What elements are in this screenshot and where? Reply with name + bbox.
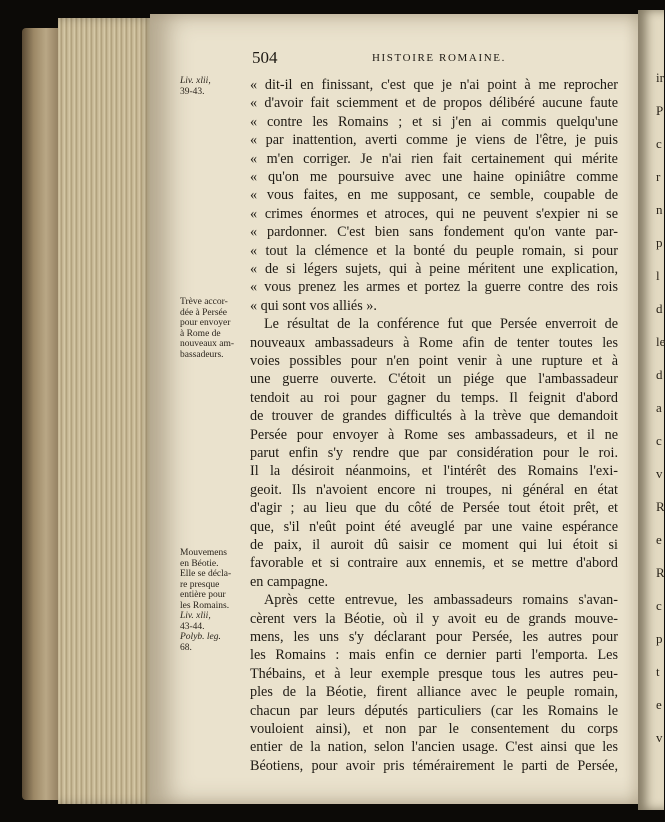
facing-page-fragment: d bbox=[656, 301, 663, 316]
text-line: Thébains, et à leur exemple presque tous les autres peu- bbox=[250, 665, 618, 682]
facing-page-fragment: t bbox=[656, 664, 660, 679]
text-line: « qu'on me poursuive avec une haine opiniâtre comme bbox=[250, 169, 618, 185]
facing-page bbox=[638, 10, 664, 810]
facing-page-fragment: p bbox=[656, 235, 663, 250]
margin-note-line: bassadeurs. bbox=[180, 349, 224, 360]
facing-page-fragment: r bbox=[656, 169, 661, 184]
text-line: « qui sont vos alliés ». bbox=[250, 297, 377, 314]
text-line: « dit-il en finissant, c'est que je n'ai point à me reprocher bbox=[250, 77, 618, 93]
margin-note-line: pour envoyer bbox=[180, 318, 231, 328]
text-line: vouloient ainsi), et non par le consentement du corps bbox=[250, 721, 618, 737]
text-line: « m'en corriger. Je n'ai rien fait certainement qui mérite bbox=[250, 150, 618, 167]
text-line: « pardonner. C'est bien sans fondement qu'on vante par- bbox=[250, 224, 618, 241]
text-line: chacun par leurs députés particuliers (car les Romains le bbox=[250, 702, 618, 719]
text-line: de paix, il auroit dû saisir ce moment qui lui étoit si bbox=[250, 537, 618, 553]
facing-page-fragment: v bbox=[656, 466, 663, 481]
text-line: ples de la Béotie, firent alliance avec le peuple romain, bbox=[250, 684, 618, 701]
facing-page-fragment: l bbox=[656, 268, 660, 283]
text-line: « contre les Romains ; et si j'en ai commis quelqu'une bbox=[250, 113, 618, 130]
facing-page-fragment: n bbox=[656, 202, 663, 217]
facing-page-fragment: c bbox=[656, 598, 662, 613]
margin-note-line: 43-44. bbox=[180, 621, 205, 632]
margin-note-line: entière pour bbox=[180, 590, 226, 600]
margin-note bbox=[180, 548, 252, 653]
facing-page-fragment: R bbox=[656, 499, 665, 514]
facing-page-fragment: c bbox=[656, 136, 662, 151]
margin-note-line: Mouvemens bbox=[180, 548, 227, 558]
margin-note bbox=[180, 76, 252, 97]
text-line: parut enfin s'y rendre que par considération pour le roi. bbox=[250, 445, 618, 461]
text-line: « crimes énormes et atroces, qui ne peuvent s'expier ni se bbox=[250, 205, 618, 222]
text-line: une guerre ouverte. C'étoit un piége que l'ambassadeur bbox=[250, 371, 618, 388]
text-line: Il la désiroit néanmoins, et l'intérêt des Romains l'exi- bbox=[250, 463, 618, 480]
margin-note-line: 68. bbox=[180, 642, 192, 653]
margin-note-line: à Rome de bbox=[180, 328, 221, 339]
text-line: tendoit au roi pour gagner du temps. Il feignit d'abord bbox=[250, 389, 618, 406]
text-line: geoit. Ils n'avoient encore ni troupes, ni général en état bbox=[250, 481, 618, 498]
book-spine bbox=[22, 28, 62, 800]
page-number: 504 bbox=[252, 48, 278, 67]
facing-page-fragment: v bbox=[656, 730, 663, 745]
text-line: cèrent vers la Béotie, où il y avoit eu de grands mouve- bbox=[250, 610, 618, 627]
facing-page-fragment: P bbox=[656, 103, 664, 118]
facing-page-fragment: R bbox=[656, 565, 665, 580]
text-line: Béotiens, pour avoir pris témérairement le parti de Persée, bbox=[250, 757, 618, 774]
text-line: Le résultat de la conférence fut que Persée enverroit de bbox=[264, 316, 618, 333]
text-line: « vous prenez les armes et portez la guerre contre des rois bbox=[250, 279, 618, 296]
facing-page-fragment: ir bbox=[656, 70, 664, 85]
margin-note-line: Elle se décla- bbox=[180, 569, 232, 579]
facing-page-fragment: e bbox=[656, 697, 662, 712]
text-line: « d'avoir fait sciemment et de propos délibéré aucune faute bbox=[250, 95, 618, 112]
margin-note bbox=[180, 297, 252, 360]
running-title: HISTOIRE ROMAINE. bbox=[372, 52, 506, 64]
text-line: que, s'il n'eût point été aveuglé par une vaine espérance bbox=[250, 518, 618, 535]
text-line: « de si légers sujets, qui à peine méritent une explication, bbox=[250, 261, 618, 277]
text-line: de trouver de grandes difficultés à la trève que demandoit bbox=[250, 408, 618, 425]
text-line: mens, les uns s'y déclarant pour Persée, les autres pour bbox=[250, 629, 618, 645]
facing-page-fragment: a bbox=[656, 400, 662, 415]
text-line: les Romains : mais enfin ce dernier parti l'emporta. Les bbox=[250, 647, 618, 664]
margin-note-line: 39-43. bbox=[180, 86, 205, 97]
facing-page-fragment: le bbox=[656, 334, 665, 349]
facing-page-fragment: d bbox=[656, 367, 663, 382]
text-line: favorable et si contraire aux ennemis, et se mettre d'abord bbox=[250, 555, 618, 572]
text-line: Après cette entrevue, les ambassadeurs romains s'avan- bbox=[264, 592, 618, 609]
text-line: « par inattention, averti comme je viens de l'être, je puis bbox=[250, 132, 618, 149]
page-header bbox=[252, 48, 614, 68]
margin-note-line: nouveaux am- bbox=[180, 339, 235, 349]
margin-note-line: Polyb. leg. bbox=[180, 632, 221, 642]
book-page bbox=[150, 14, 638, 804]
text-line: Persée pour envoyer à Rome ses ambassadeurs, et il ne bbox=[250, 426, 618, 443]
margin-note-line: les Romains. bbox=[180, 600, 230, 611]
margin-note-line: re presque bbox=[180, 579, 220, 590]
text-line: nouveaux ambassadeurs à Rome afin de tenter toutes les bbox=[250, 334, 618, 351]
facing-page-fragment: c bbox=[656, 433, 662, 448]
facing-page-fragment: p bbox=[656, 631, 663, 646]
margin-note-line: dée à Persée bbox=[180, 307, 227, 318]
text-line: voies possibles pour n'en point venir à une rupture et à bbox=[250, 353, 618, 369]
page-edges bbox=[58, 18, 154, 804]
margin-note-line: en Béotie. bbox=[180, 558, 219, 569]
facing-page-fragment: e bbox=[656, 532, 662, 547]
text-line: « tout la clémence et la bonté du peuple romain, si pour bbox=[250, 242, 618, 259]
text-line: en campagne. bbox=[250, 573, 328, 590]
margin-note-line: Trève accor- bbox=[180, 297, 228, 307]
text-line: entier de la nation, selon l'ancien usage. C'est ainsi que les bbox=[250, 739, 618, 756]
text-line: « vous faites, en me supposant, ce semble, coupable de bbox=[250, 187, 618, 204]
margin-note-line: Liv. xlii, bbox=[180, 76, 211, 86]
margin-note-line: Liv. xlii, bbox=[180, 611, 211, 621]
text-line: d'agir ; au lieu que du côté de Persée tout étoit prêt, et bbox=[250, 500, 618, 517]
